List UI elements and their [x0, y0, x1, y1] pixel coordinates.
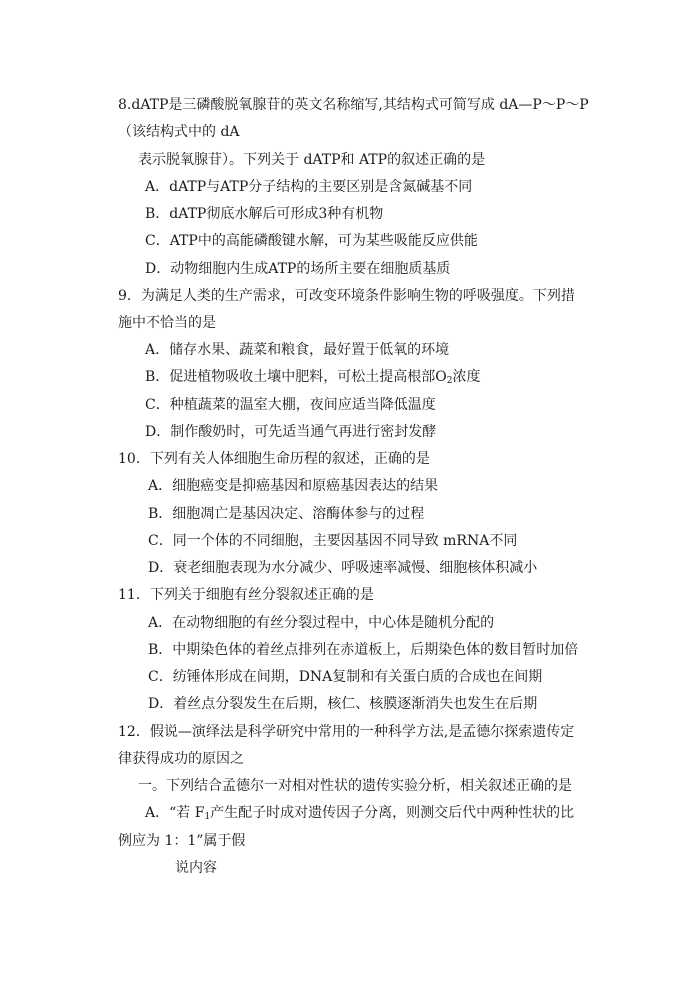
- q10-option-c: C．同一个体的不同细胞，主要因基因不同导致 mRNA不同: [148, 533, 518, 549]
- q9-option-d: D．制作酸奶时，可先适当通气再进行密封发酵: [145, 424, 437, 440]
- q9-option-a: A．储存水果、蔬菜和粮食，最好置于低氧的环境: [145, 342, 450, 358]
- q12-option-a-subscript: 1: [204, 812, 211, 822]
- q10-option-b: B．细胞凋亡是基因决定、溶酶体参与的过程: [148, 506, 425, 522]
- q10-option-d: D．衰老细胞表现为水分减少、呼吸速率减慢、细胞核体积减小: [148, 560, 538, 576]
- q10-option-a: A．细胞癌变是抑癌基因和原癌基因表达的结果: [148, 478, 439, 494]
- q9-option-b-tail: 浓度: [452, 369, 481, 385]
- q12-stem-line-3: 一。下列结合孟德尔一对相对性状的遗传实验分析，相关叙述正确的是: [138, 778, 572, 794]
- q12-option-a-pre: A．“若 F: [145, 805, 205, 821]
- q10-stem: 10．下列有关人体细胞生命历程的叙述，正确的是: [118, 451, 430, 467]
- q12-option-a-line-3: 说内容: [175, 860, 217, 876]
- q12-option-a-line-2: 例应为 1：1”属于假: [118, 833, 246, 849]
- q12-stem-line-2: 律获得成功的原因之: [118, 751, 244, 767]
- q9-stem-line-1: 9．为满足人类的生产需求，可改变环境条件影响生物的呼吸强度。下列措: [118, 288, 575, 304]
- q12-stem-line-1: 12．假说—演绎法是科学研究中常用的一种科学方法,是孟德尔探索遗传定: [118, 724, 575, 740]
- q11-option-b: B．中期染色体的着丝点排列在赤道板上，后期染色体的数目暂时加倍: [148, 642, 579, 658]
- q12-option-a-line-1: [145, 803, 574, 827]
- q11-option-a: A．在动物细胞的有丝分裂过程中，中心体是随机分配的: [148, 615, 495, 631]
- q11-stem: 11．下列关于细胞有丝分裂叙述正确的是: [118, 587, 374, 603]
- q8-option-a: A．dATP与ATP分子结构的主要区别是含氮碱基不同: [145, 179, 473, 195]
- q8-stem-line-3: 表示脱氧腺苷）。下列关于 dATP和 ATP的叙述正确的是: [138, 152, 486, 168]
- q11-option-d: D．着丝点分裂发生在后期，核仁、核膜逐渐消失也发生在后期: [148, 696, 538, 712]
- q12-option-a-post: 产生配子时成对遗传因子分离，则测交后代中两种性状的比: [210, 805, 575, 821]
- q8-stem-line-2: （该结构式中的 dA: [118, 124, 240, 140]
- q9-option-b: [145, 367, 481, 391]
- q8-stem-line-1: 8.dATP是三磷酸脱氧腺苷的英文名称缩写,其结构式可简写成 dA—P～P～P: [118, 97, 589, 113]
- q8-option-d: D．动物细胞内生成ATP的场所主要在细胞质基质: [145, 261, 451, 277]
- q8-option-b: B．dATP彻底水解后可形成3种有机物: [145, 206, 384, 222]
- q9-option-c: C．种植蔬菜的温室大棚，夜间应适当降低温度: [145, 397, 436, 413]
- q9-stem-line-2: 施中不恰当的是: [118, 315, 216, 331]
- q9-option-b-text: B．促进植物吸收土壤中肥料，可松土提高根部O: [145, 369, 447, 385]
- q9-option-b-subscript: 2: [446, 376, 453, 386]
- q11-option-c: C．纺锤体形成在间期，DNA复制和有关蛋白质的合成也在间期: [148, 669, 543, 685]
- q8-option-c: C．ATP中的高能磷酸键水解，可为某些吸能反应供能: [145, 233, 478, 249]
